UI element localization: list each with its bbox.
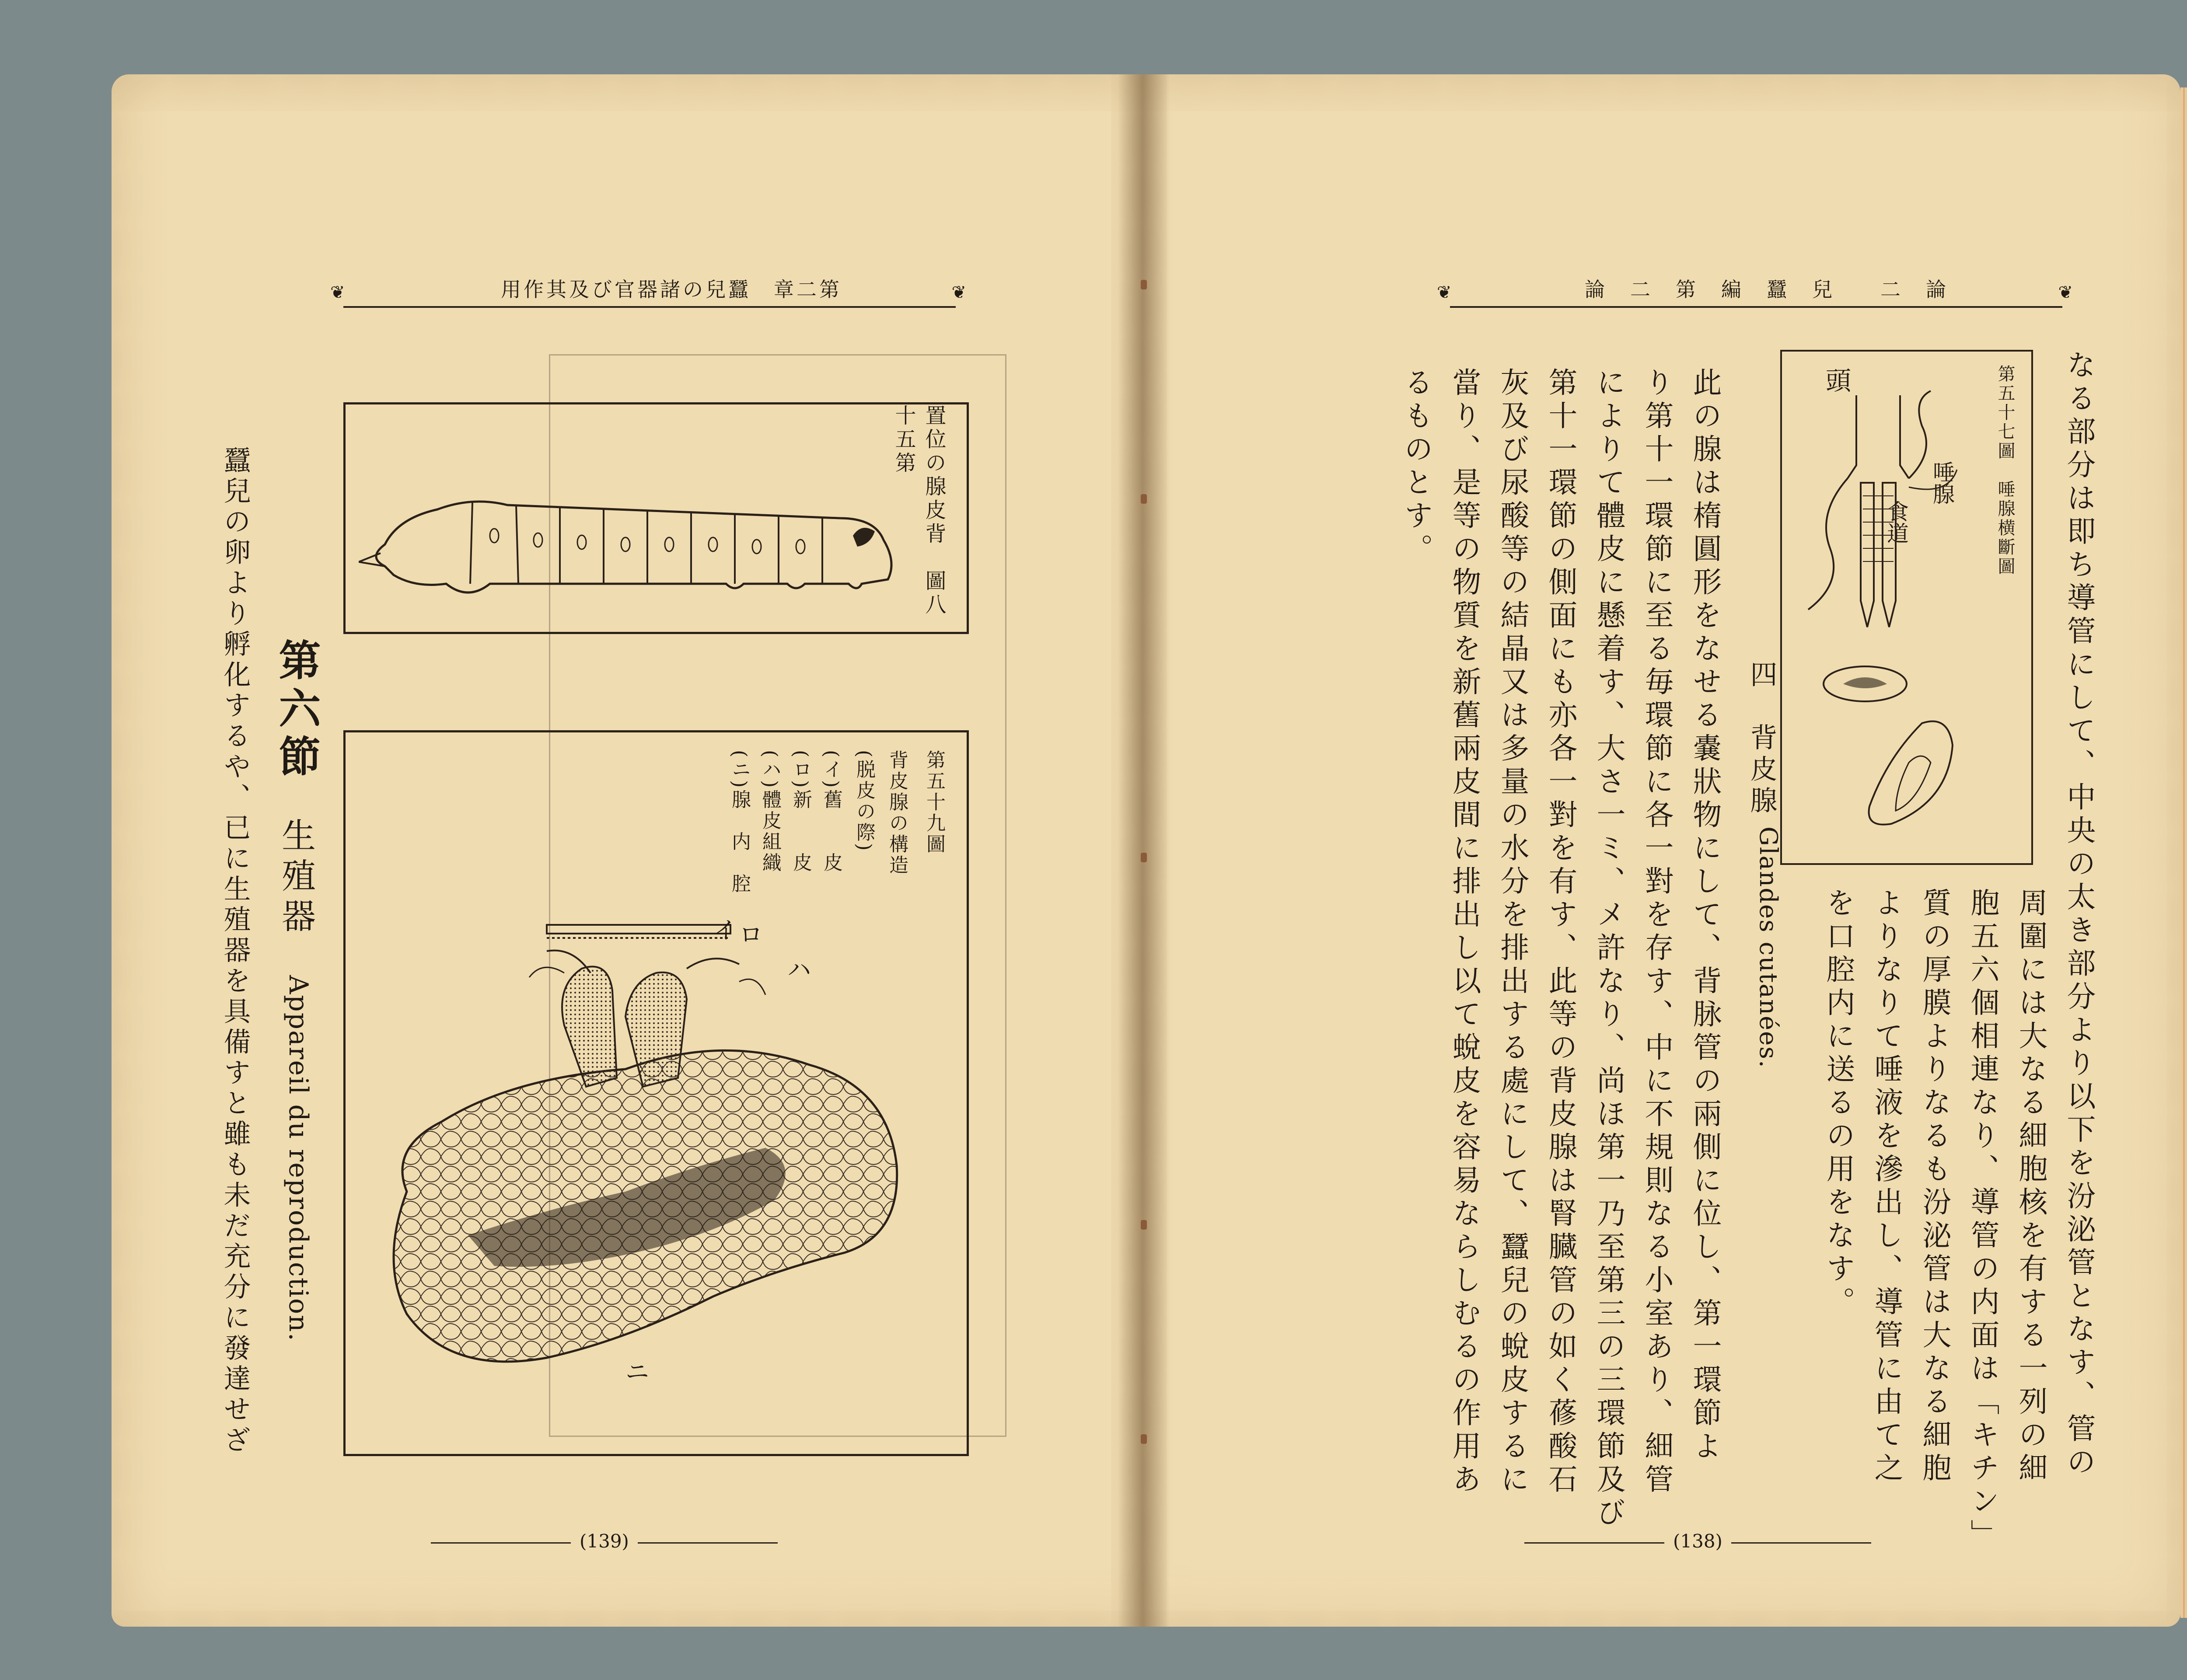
salivary-gland-illustration: [1791, 382, 1974, 846]
binding-stitch: [1141, 280, 1147, 289]
right-body-line: よりなりて唾液を滲出し、導管に由て之: [1869, 888, 1903, 1486]
right-page-number: (138): [1516, 1530, 1880, 1552]
silkworm-illustration: [359, 453, 919, 619]
binding-stitch: [1141, 1220, 1147, 1230]
header-flourish-icon: ❦: [2058, 282, 2075, 303]
right-body-line: り第十一環節に至る毎環節に各一對を存す、中に不規則なる小室あり、細管: [1640, 367, 1673, 1497]
section-latin-title: Appareil du reproduction.: [283, 975, 314, 1342]
figure-59-legend-item: (ロ)新 皮: [790, 750, 812, 874]
right-body-line: によりて體皮に懸着す、大さ一ミ、メ許なり、尚ほ第一乃至第三の三環節及び: [1592, 367, 1625, 1530]
right-body-line: 此の腺は楕圓形をなせる嚢狀物にして、背脉管の兩側に位し、第一環節よ: [1688, 367, 1722, 1464]
figure-58-title: 置位の腺皮背 圖八十五第: [891, 404, 946, 617]
right-body-line: なる部分は即ち導管にして、中央の太き部分より以下を汾泌管となす、管の: [2062, 350, 2096, 1480]
left-body-line: 蠶兒の卵より孵化するや、已に生殖器を具備すと雖も未だ充分に發達せざ: [219, 446, 251, 1456]
right-body-line: 質の厚膜よりなるも汾泌管は大なる細胞: [1918, 888, 1951, 1486]
right-body-line: 周圍には大なる細胞核を有する一列の細: [2014, 888, 2047, 1486]
figure-59-legend-item: (ニ)腺 内 腔: [728, 750, 751, 895]
right-body-line: を口腔内に送るの用をなす。: [1821, 888, 1855, 1320]
right-body-line: るものとす。: [1399, 367, 1433, 567]
section-title: 第六節: [272, 638, 321, 783]
figure-57-label: 唾腺: [1929, 461, 1955, 505]
figure-57-label: 頭: [1826, 366, 1852, 396]
figure-59-marker: イ: [713, 917, 737, 944]
left-running-header: [330, 278, 969, 308]
right-body-line: 灰及び尿酸等の結晶又は多量の水分を排出する處にして、蠶兒の蛻皮するに: [1495, 367, 1529, 1497]
figure-59-title: 第五十九圖: [923, 750, 945, 855]
figure-59-legend-item: (ハ)體皮組織: [759, 750, 781, 874]
subsection-latin-title: Glandes cutanées.: [1754, 826, 1782, 1069]
figure-57-label: 食道: [1883, 500, 1909, 544]
gland-cross-section-illustration: [381, 920, 905, 1393]
right-header-text: 論 二 第 編 蠶 兒 二 論: [1585, 278, 1949, 301]
figure-58: [343, 402, 969, 634]
book-gutter: [1118, 74, 1170, 1627]
figure-59-legend-item: (イ)舊 皮: [820, 750, 842, 874]
figure-57-title: 第五十七圖 唾腺横斷圖: [1995, 365, 2015, 576]
figure-57: [1780, 350, 2033, 865]
binding-stitch: [1141, 1434, 1147, 1444]
header-flourish-icon: ❦: [951, 282, 969, 303]
figure-59: [343, 730, 969, 1456]
figure-59-subtitle: 背皮腺の構造: [886, 750, 908, 876]
header-flourish-icon: ❦: [1437, 282, 1454, 303]
figure-59-marker: ハ: [787, 956, 811, 983]
right-body-line: 胞五六個相連なり、導管の内面は「キチン」: [1966, 888, 1999, 1552]
right-body-line: 第十一環節の側面にも亦各一對を有す、此等の背皮腺は腎臓管の如く蓚酸石: [1544, 367, 1577, 1497]
header-flourish-icon: ❦: [330, 282, 348, 303]
binding-stitch: [1141, 853, 1147, 862]
right-running-header: [1437, 278, 2075, 308]
subsection-title: 四 背皮腺: [1746, 660, 1778, 818]
left-header-text: 用作其及び官器諸の兒蠶 章二第: [501, 278, 842, 301]
page-edges: [2180, 87, 2187, 1618]
figure-59-note: (脱皮の際): [853, 750, 875, 853]
section-name: 生殖器: [276, 818, 315, 938]
figure-59-marker: ニ: [625, 1358, 649, 1386]
left-page-number: (139): [422, 1530, 786, 1552]
binding-stitch: [1141, 494, 1147, 504]
figure-59-marker: ロ: [739, 921, 763, 948]
book-spread: [112, 74, 2187, 1670]
right-body-line: 當り、是等の物質を新舊兩皮間に排出し以て蛻皮を容易ならしむるの作用あ: [1447, 367, 1481, 1497]
